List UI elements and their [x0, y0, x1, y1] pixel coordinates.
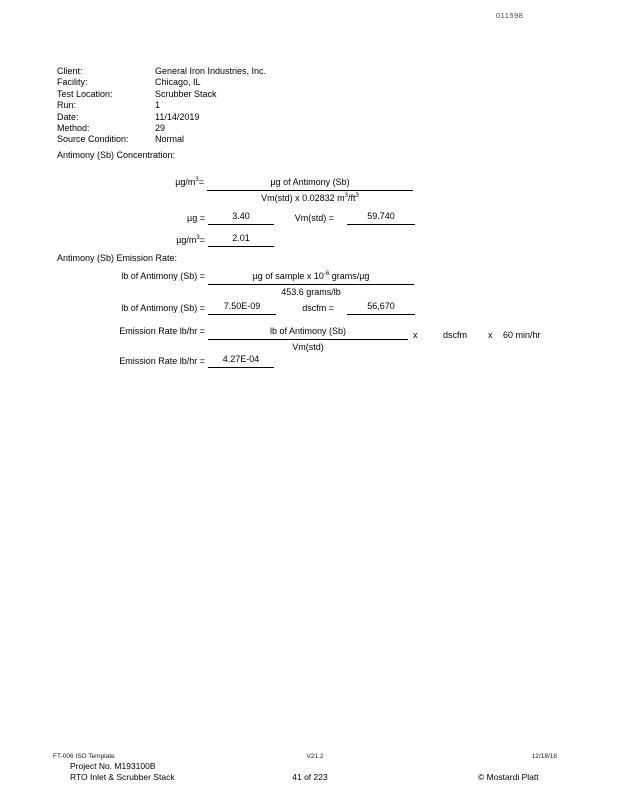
footer-test-location: RTO Inlet & Scrubber Stack — [70, 772, 175, 782]
footer-version: V21.2 — [306, 753, 324, 760]
concentration-result-label — [150, 235, 205, 246]
lb-antimony-value: 7.50E-09 — [208, 301, 276, 315]
dscfm-label: dscfm = — [302, 303, 334, 313]
minutes-factor: 60 min/hr — [503, 330, 541, 340]
footer-template-name: FT-006 ISO Template — [53, 753, 115, 760]
formula1-numerator-post: grams/µg — [329, 271, 370, 281]
source-condition-value: Normal — [155, 134, 185, 145]
source-condition-label: Source Condition: — [57, 134, 129, 145]
method-value: 29 — [155, 122, 166, 133]
header-row-date — [57, 112, 266, 123]
concentration-formula-lhs — [110, 177, 204, 188]
formula1-numerator-sup: -6 — [323, 271, 330, 277]
dscfm-factor: dscfm — [443, 330, 468, 340]
denominator-mid-text: /ft — [348, 193, 356, 203]
concentration-lhs-sup: 3 — [195, 177, 199, 183]
times-sign-1: x — [413, 330, 418, 340]
footer-date: 12/18/18 — [531, 753, 557, 760]
footer-project-number: Project No. M193100B — [70, 761, 156, 771]
denominator-sup-1: 3 — [344, 193, 348, 199]
test-location-value: Scrubber Stack — [155, 88, 217, 99]
emission-result-label: Emission Rate lb/hr = — [119, 356, 205, 366]
ug-label: µg = — [187, 213, 205, 223]
concentration-formula-fraction — [207, 177, 413, 204]
denominator-sup-2: 3 — [355, 193, 359, 199]
client-label: Client: — [57, 66, 83, 76]
lb-antimony-label: lb of Antimony (Sb) = — [121, 303, 205, 313]
ug-value: 3.40 — [208, 211, 274, 225]
header-row-method — [57, 123, 266, 134]
header-row-source-condition — [57, 134, 266, 145]
emission-formula2-lhs: Emission Rate lb/hr = — [119, 326, 205, 336]
concentration-heading: Antimony (Sb) Concentration: — [57, 150, 176, 160]
times-sign-2: x — [488, 330, 493, 340]
concentration-lhs-eq: = — [198, 177, 204, 187]
dscfm-value: 56,670 — [347, 301, 415, 315]
client-value: General Iron Industries, Inc. — [155, 66, 267, 76]
denominator-text: Vm(std) x 0.02832 m — [261, 193, 345, 203]
concentration-lhs-text: µg/m — [175, 177, 196, 187]
facility-label: Facility: — [57, 77, 88, 88]
emission-formula1-lhs: lb of Antimony (Sb) = — [121, 271, 205, 281]
footer-page-number: 41 of 223 — [292, 772, 328, 782]
date-value: 11/14/2019 — [155, 111, 200, 122]
header-row-test-location — [57, 89, 266, 100]
vmstd-label: Vm(std) = — [294, 213, 334, 223]
concentration-result-value: 2.01 — [208, 233, 274, 247]
concentration-result-eq: = — [199, 235, 205, 245]
bates-stamp: 011598 — [496, 11, 524, 20]
test-location-label: Test Location: — [57, 88, 113, 99]
header-row-run — [57, 100, 266, 111]
date-label: Date: — [57, 111, 79, 122]
emission-formula2-fraction — [208, 326, 408, 353]
emission-formula2-numerator: lb of Antimony (Sb) — [208, 326, 408, 340]
method-label: Method: — [57, 122, 90, 133]
emission-formula1-numerator — [208, 271, 414, 285]
emission-result-value: 4.27E-04 — [208, 354, 274, 368]
emission-formula1-fraction — [208, 271, 414, 298]
concentration-result-sup: 3 — [196, 235, 200, 241]
report-header-block — [57, 66, 266, 146]
footer-company: © Mostardi Platt — [478, 772, 539, 782]
emission-heading: Antimony (Sb) Emission Rate: — [57, 253, 178, 263]
concentration-result-text: µg/m — [176, 235, 197, 245]
run-value: 1 — [155, 100, 161, 111]
header-row-client — [57, 66, 266, 77]
facility-value: Chicago, IL — [155, 77, 201, 88]
concentration-formula-numerator: µg of Antimony (Sb) — [207, 177, 413, 191]
emission-formula2-denominator: Vm(std) — [292, 342, 324, 352]
formula1-numerator-text: µg of sample x 10 — [252, 271, 324, 281]
run-label: Run: — [57, 100, 77, 111]
vmstd-value: 59.740 — [347, 211, 415, 225]
concentration-formula-denominator — [207, 191, 413, 204]
emission-formula1-denominator: 453.6 grams/lb — [281, 287, 341, 297]
header-row-facility — [57, 77, 266, 88]
